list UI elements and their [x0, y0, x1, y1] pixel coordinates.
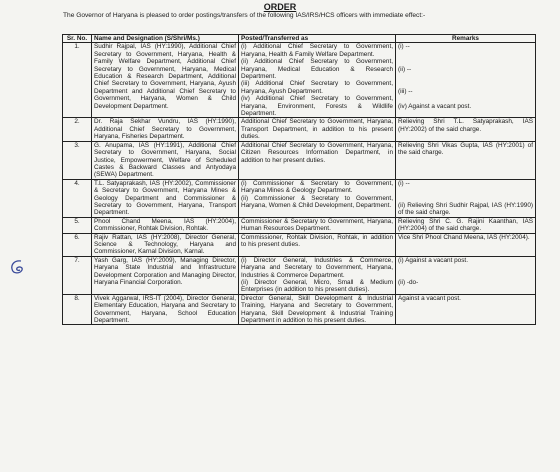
- table-row: [63, 43, 536, 118]
- header-sr-no: Sr. No.: [63, 35, 92, 43]
- row-remarks: Relieving Shri T.L. Satyaprakash, IAS (HY:2002) of the said charge.: [396, 118, 536, 141]
- row-posted-as: Additional Chief Secretary to Government, Haryana, Citizen Resources Information Department, in addition to her present duties.: [239, 141, 396, 179]
- header-remarks: Remarks: [396, 35, 536, 43]
- header-posted-as: Posted/Transferred as: [239, 35, 396, 43]
- table-row: [63, 294, 536, 325]
- row-remarks: Against a vacant post.: [396, 294, 536, 325]
- row-name-designation: Sudhir Rajpal, IAS (HY:1990), Additional Chief Secretary to Government, Haryana, Health & Family Welfare Department, Additional Chief Secretary to Government, Haryana, Medical Education & Research Department, Additional Chief Secretary to Government, Haryana, Ayush Department and Additional Chief Secretary to Government, Haryana, Women & Child Development Department.: [92, 43, 239, 118]
- row-posted-as: Director General, Skill Development & Industrial Training, Haryana and Secretary to Government, Haryana, Skill Development & Industrial Training Department in addition to his present duties.: [239, 294, 396, 325]
- table-row: [63, 256, 536, 294]
- row-posted-as: (i) Commissioner & Secretary to Government, Haryana Mines & Geology Department. (ii) Commissioner & Secretary to Government, Haryana, Women & Child Development, Department.: [239, 179, 396, 217]
- row-name-designation: Yash Garg, IAS (HY:2009), Managing Director, Haryana State Industrial and Infrastructure Development Corporation and Managing Director, Haryana Financial Corporation.: [92, 256, 239, 294]
- row-name-designation: Phool Chand Meena, IAS (HY:2004), Commissioner, Rohtak Division, Rohtak.: [92, 217, 239, 233]
- row-remarks: Relieving Shri Vikas Gupta, IAS (HY:2001) of the said charge.: [396, 141, 536, 179]
- row-posted-as: Commissioner & Secretary to Government, Haryana, Human Resources Department.: [239, 217, 396, 233]
- handwritten-scribble-icon: [8, 257, 28, 277]
- row-remarks: (i) -- (ii) -- (iii) -- (iv) Against a vacant post.: [396, 43, 536, 118]
- row-name-designation: T.L. Satyaprakash, IAS (HY:2002), Commissioner & Secretary to Government, Haryana Mines & Geology Department and Commissioner & Secretary to Government, Haryana, Transport Department.: [92, 179, 239, 217]
- row-sr-no: 8.: [63, 294, 92, 325]
- row-name-designation: Vivek Aggarwal, IRS-IT (2004), Director General, Elementary Education, Haryana and Secretary to Government, Haryana, School Education Department.: [92, 294, 239, 325]
- row-name-designation: G. Anupama, IAS (HY:1991), Additional Chief Secretary to Government, Haryana, Social Justice, Empowerment, Welfare of Scheduled Castes & Backward Classes and Antyodaya (SEWA) Department.: [92, 141, 239, 179]
- row-name-designation: Rajiv Rattan, IAS (HY:2008), Director General, Science & Technology, Haryana and Commissioner, Karnal Division, Karnal.: [92, 233, 239, 256]
- row-posted-as: Additional Chief Secretary to Government, Haryana, Transport Department, in addition to his present duties.: [239, 118, 396, 141]
- row-sr-no: 2.: [63, 118, 92, 141]
- row-posted-as: Commissioner, Rohtak Division, Rohtak, in addition to his present duties.: [239, 233, 396, 256]
- row-remarks: Relieving Shri C. G. Rajini Kaanthan, IAS (HY:2004) of the said charge.: [396, 217, 536, 233]
- table-row: [63, 141, 536, 179]
- row-sr-no: 5.: [63, 217, 92, 233]
- row-posted-as: (i) Additional Chief Secretary to Government, Haryana, Health & Family Welfare Department. (ii) Additional Chief Secretary to Government, Haryana, Medical Education & Research Department. (iii) Additional Chief Secretary to Government, Haryana, Ayush Department. (iv) Additional Chief Secretary to Government, Haryana, Environment, Forests & Wildlife Department.: [239, 43, 396, 118]
- row-remarks: (i) -- (ii) Relieving Shri Sudhir Rajpal, IAS (HY:1990) of the said charge.: [396, 179, 536, 217]
- row-sr-no: 3.: [63, 141, 92, 179]
- header-name-designation: Name and Designation (S/Shri/Ms.): [92, 35, 239, 43]
- table-row: [63, 217, 536, 233]
- table-row: [63, 118, 536, 141]
- table-row: [63, 179, 536, 217]
- row-name-designation: Dr. Raja Sekhar Vundru, IAS (HY:1990), Additional Chief Secretary to Government, Haryana, Fisheries Department.: [92, 118, 239, 141]
- row-sr-no: 4.: [63, 179, 92, 217]
- row-remarks: (i) Against a vacant post. (ii) -do-: [396, 256, 536, 294]
- row-sr-no: 7.: [63, 256, 92, 294]
- table-header-row: [63, 35, 536, 43]
- row-sr-no: 6.: [63, 233, 92, 256]
- row-remarks: Vice Shri Phool Chand Meena, IAS (HY:2004).: [396, 233, 536, 256]
- row-sr-no: 1.: [63, 43, 92, 118]
- order-heading: ORDER: [263, 2, 297, 12]
- row-posted-as: (i) Director General, Industries & Commerce, Haryana and Secretary to Government, Haryana, Industries & Commerce Department. (ii) Director General, Micro, Small & Medium Enterprises (in addition to his present duties).: [239, 256, 396, 294]
- table-row: [63, 233, 536, 256]
- postings-table: [62, 34, 536, 325]
- order-intro: The Governor of Haryana is pleased to order postings/transfers of the following IAS/IRS/HCS officers with immediate effect:-: [63, 12, 426, 19]
